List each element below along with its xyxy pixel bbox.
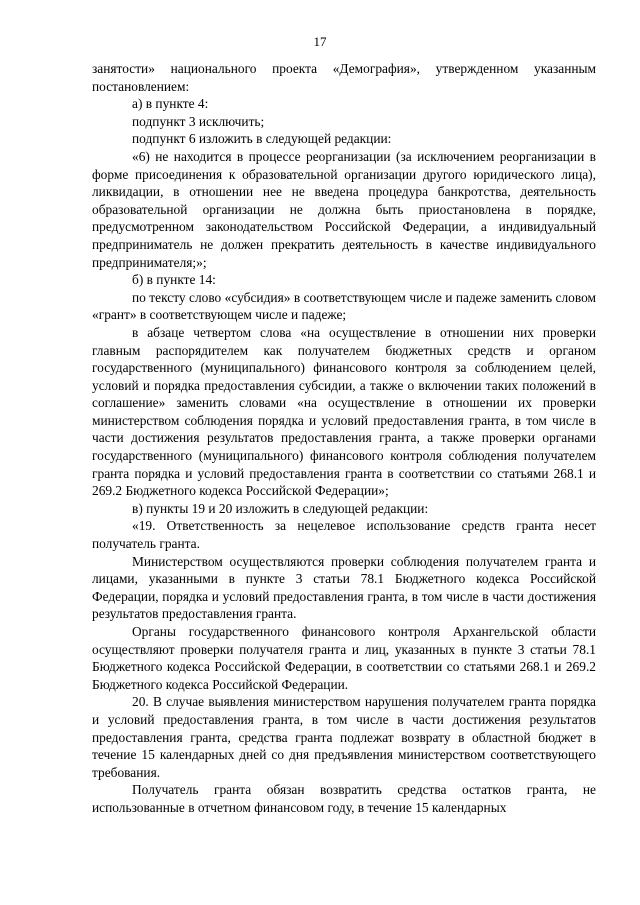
- paragraph: подпункт 3 исключить;: [132, 113, 265, 129]
- page-number: 17: [313, 34, 327, 49]
- paragraph: Министерством осуществляются проверки соблюдения получателем гранта и лицами, указанными в пункте 3 статьи 78.1 Бюджетного кодекса Российской Федерации, порядка и условий предоставления гранта, в том числе в части достижения результатов предоставления гранта.: [92, 553, 596, 622]
- paragraph: по тексту слово «субсидия» в соответствующем числе и падеже заменить словом «грант» в соответствующем числе и падеже;: [92, 289, 596, 323]
- paragraph: «19. Ответственность за нецелевое использование средств гранта несет получатель гранта.: [92, 518, 596, 552]
- paragraph: подпункт 6 изложить в следующей редакции:: [132, 131, 392, 147]
- paragraph: 20. В случае выявления министерством нарушения получателем гранта порядка и условий предоставления гранта, в том числе в части достижения результатов предоставления гранта, средства гранта подлежат возврату в областной бюджет в течение 15 календарных дней со дня предъявления министерством соответствующего требования.: [92, 694, 596, 780]
- paragraph: б) в пункте 14:: [132, 272, 216, 288]
- paragraph: занятости» национального проекта «Демография», утвержденном указанным постановлением:: [92, 61, 596, 94]
- paragraph: «6) не находится в процессе реорганизации (за исключением реорганизации в форме присоединения к образовательной организации другого юридического лица), ликвидации, в отношении нее не введена процедура банкротства, деятельность образовательной организации не должна быть приостановлена в порядке, предусмотренном законодательством Российской Федерации, а индивидуальный предприниматель не должен прекратить деятельность в качестве индивидуального предпринимателя;»;: [92, 148, 596, 270]
- paragraph: а) в пункте 4:: [132, 96, 209, 112]
- paragraph: в) пункты 19 и 20 изложить в следующей редакции:: [132, 500, 429, 516]
- paragraph: Органы государственного финансового контроля Архангельской области осуществляют проверки получателя гранта и лиц, указанных в пункте 3 статьи 78.1 Бюджетного кодекса Российской Федерации, в соответствии со статьями 268.1 и 269.2 Бюджетного кодекса Российской Федерации.: [92, 624, 596, 692]
- document-body: [92, 60, 596, 817]
- paragraph: в абзаце четвертом слова «на осуществление в отношении них проверки главным распорядителем как получателем бюджетных средств и органом государственного (муниципального) финансового контроля за соблюдением целей, условий и порядка предоставления субсидии, а также о включении таких положений в соглашение» заменить словами «на осуществление в отношении их проверки министерством соблюдения порядка и условий предоставления гранта, в том числе в части достижения результатов предоставления гранта, а также проверки органами государственного (муниципального) финансового контроля соблюдения получателем гранта порядка и условий предоставления гранта в соответствии со статьями 268.1 и 269.2 Бюджетного кодекса Российской Федерации»;: [92, 324, 596, 499]
- paragraph: Получатель гранта обязан возвратить средства остатков гранта, не использованные в отчетном финансовом году, в течение 15 календарных: [92, 782, 596, 815]
